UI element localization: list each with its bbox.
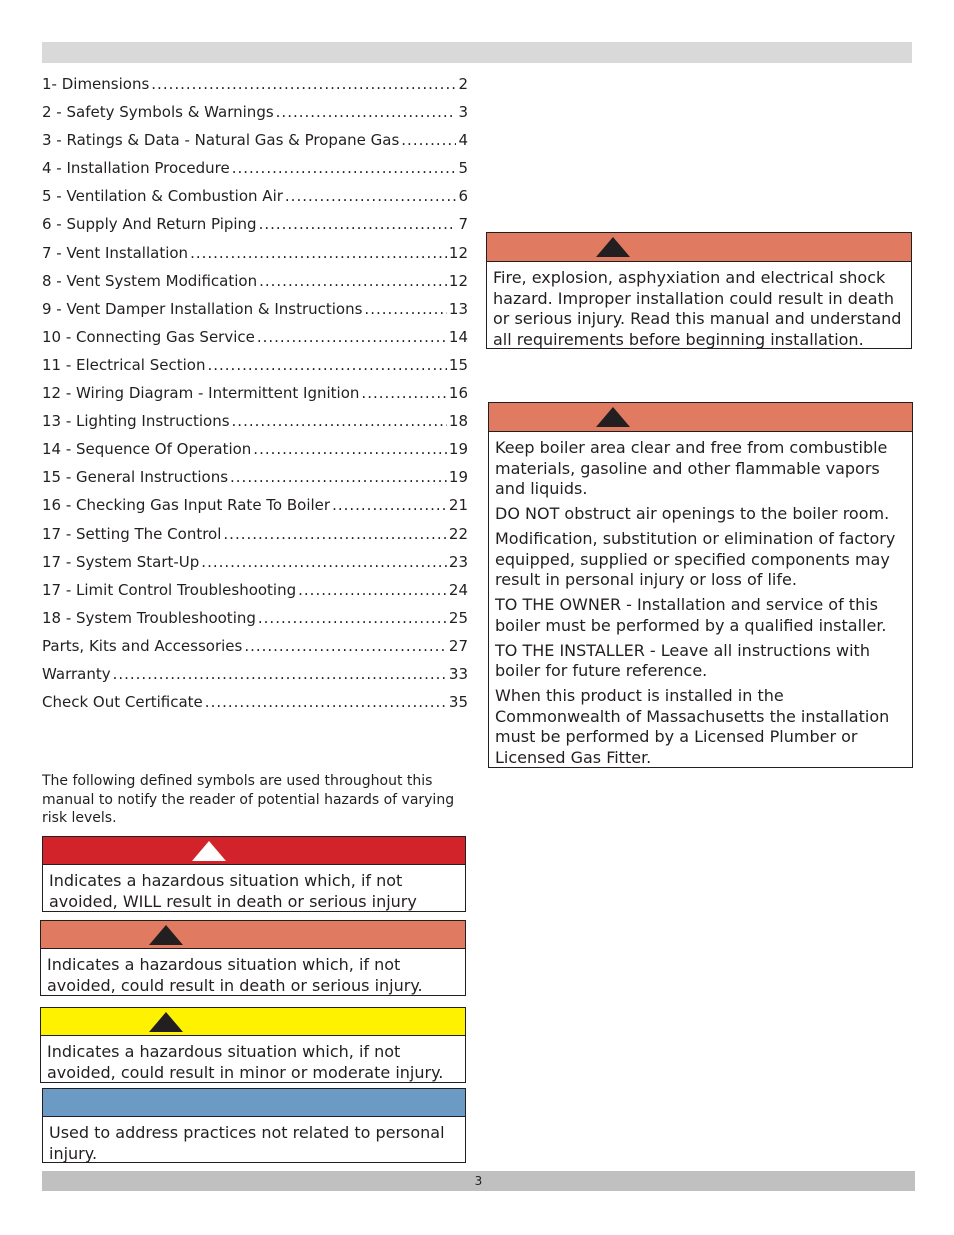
toc-entry-label: 18 - System Troubleshooting — [42, 608, 256, 627]
toc-entry[interactable] — [42, 159, 468, 187]
toc-entry[interactable] — [42, 272, 468, 300]
toc-entry[interactable] — [42, 412, 468, 440]
toc-entry[interactable] — [42, 525, 468, 553]
toc-entry-label: 7 - Vent Installation — [42, 243, 189, 262]
toc-entry-label: 8 - Vent System Modification — [42, 271, 258, 290]
toc-entry-label: 9 - Vent Damper Installation & Instructions — [42, 299, 363, 318]
toc-entry[interactable] — [42, 581, 468, 609]
toc-leader-dots — [253, 440, 447, 458]
toc-entry-page: 23 — [448, 552, 468, 571]
toc-entry-label: 17 - Limit Control Troubleshooting — [42, 580, 297, 599]
toc-leader-dots — [190, 244, 447, 262]
toc-leader-dots — [332, 496, 447, 514]
toc-entry[interactable] — [42, 300, 468, 328]
toc-leader-dots — [223, 525, 447, 543]
toc-leader-dots — [205, 693, 447, 711]
installation-warning-text: Fire, explosion, asphyxiation and electrical shock hazard. Improper installation could result in death or serious injury. Read this manual and understand all requirements before beginning installation. — [493, 268, 902, 349]
caution-header — [41, 1008, 465, 1036]
toc-entry[interactable] — [42, 693, 468, 721]
danger-header — [43, 837, 465, 865]
toc-entry-page: 19 — [448, 440, 468, 459]
notice-box — [42, 1088, 466, 1163]
toc-entry[interactable] — [42, 637, 468, 665]
toc-entry-label: 1- Dimensions — [42, 75, 150, 93]
toc-entry-label: 17 - System Start-Up — [42, 552, 200, 571]
toc-entry-page: 5 — [458, 159, 468, 178]
warning-triangle-icon — [149, 925, 183, 945]
warning-triangle-icon — [149, 1012, 183, 1032]
toc-entry-page: 25 — [448, 608, 468, 627]
toc-entry-label: 3 - Ratings & Data - Natural Gas & Propane Gas — [42, 131, 400, 150]
toc-leader-dots — [285, 187, 457, 205]
toc-entry-page: 14 — [448, 327, 468, 346]
toc-leader-dots — [151, 75, 456, 93]
warning-paragraph: TO THE OWNER - Installation and service of this boiler must be performed by a qualified installer. — [495, 595, 887, 635]
caution-text: Indicates a hazardous situation which, if not avoided, could result in minor or moderate injury. — [47, 1042, 444, 1082]
toc-entry-page: 6 — [458, 187, 468, 206]
toc-entry-page: 2 — [458, 75, 468, 93]
toc-entry[interactable] — [42, 384, 468, 412]
page-number: 3 — [474, 1174, 483, 1188]
toc-entry-page: 24 — [448, 580, 468, 599]
toc-leader-dots — [361, 384, 446, 402]
toc-entry[interactable] — [42, 356, 468, 384]
toc-entry-page: 18 — [448, 412, 468, 431]
toc-entry-page: 22 — [448, 524, 468, 543]
toc-leader-dots — [258, 609, 447, 627]
toc-entry-label: 6 - Supply And Return Piping — [42, 215, 257, 234]
toc-entry-label: 16 - Checking Gas Input Rate To Boiler — [42, 496, 331, 515]
warning-paragraph: When this product is installed in the Commonwealth of Massachusetts the installation must be performed by a Licensed Plumber or Licensed Gas Fitter. — [495, 686, 890, 767]
notice-text: Used to address practices not related to personal injury. — [49, 1123, 445, 1163]
warning-triangle-icon — [596, 237, 630, 257]
toc-entry[interactable] — [42, 215, 468, 243]
toc-entry[interactable] — [42, 328, 468, 356]
toc-entry-page: 27 — [448, 636, 468, 655]
warning-definition-header — [41, 921, 465, 949]
warning-paragraph: Modification, substitution or elimination of factory equipped, supplied or specified components may result in personal injury or loss of life. — [495, 529, 896, 589]
toc-entry-page: 3 — [458, 103, 468, 122]
toc-entry[interactable] — [42, 75, 468, 103]
toc-entry-page: 15 — [448, 355, 468, 374]
toc-leader-dots — [244, 637, 447, 655]
warning-paragraph: DO NOT obstruct air openings to the boiler room. — [495, 504, 890, 523]
warning-triangle-icon — [596, 407, 630, 427]
warning-paragraph: TO THE INSTALLER - Leave all instructions with boiler for future reference. — [495, 640, 870, 680]
warning-definition-box — [40, 920, 466, 996]
toc-leader-dots — [257, 328, 447, 346]
toc-entry-label: 17 - Setting The Control — [42, 524, 222, 543]
boiler-area-warning-box — [488, 402, 913, 768]
toc-entry-page: 12 — [448, 243, 468, 262]
toc-entry-label: Warranty — [42, 664, 111, 683]
toc-entry-page: 21 — [448, 496, 468, 515]
toc-leader-dots — [364, 300, 446, 318]
danger-box — [42, 836, 466, 912]
toc-entry-page: 33 — [448, 664, 468, 683]
toc-entry[interactable] — [42, 440, 468, 468]
notice-header — [43, 1089, 465, 1117]
boiler-area-warning-header — [489, 403, 912, 432]
footer-bar — [42, 1171, 915, 1191]
toc-leader-dots — [259, 215, 457, 233]
toc-leader-dots — [230, 468, 447, 486]
toc-entry-label: 13 - Lighting Instructions — [42, 412, 230, 431]
toc-leader-dots — [207, 356, 446, 374]
toc-leader-dots — [259, 272, 447, 290]
toc-entry[interactable] — [42, 553, 468, 581]
header-bar — [42, 42, 912, 63]
toc-leader-dots — [113, 665, 447, 683]
toc-leader-dots — [201, 553, 447, 571]
toc-entry-label: 11 - Electrical Section — [42, 355, 206, 374]
toc-entry[interactable] — [42, 496, 468, 524]
toc-entry-label: Parts, Kits and Accessories — [42, 636, 243, 655]
toc-entry[interactable] — [42, 244, 468, 272]
caution-box — [40, 1007, 466, 1083]
toc-entry[interactable] — [42, 187, 468, 215]
toc-entry-label: Check Out Certificate — [42, 693, 203, 712]
toc-entry-label: 10 - Connecting Gas Service — [42, 327, 255, 346]
toc-entry[interactable] — [42, 103, 468, 131]
warning-triangle-icon — [192, 841, 226, 861]
toc-entry-page: 16 — [448, 384, 468, 403]
warning-definition-text: Indicates a hazardous situation which, if not avoided, could result in death or serious injury. — [47, 955, 423, 995]
toc-leader-dots — [232, 159, 457, 177]
toc-entry-label: 14 - Sequence Of Operation — [42, 440, 252, 459]
installation-warning-header — [487, 233, 911, 262]
toc-entry[interactable] — [42, 131, 468, 159]
toc-entry-page: 35 — [448, 693, 468, 712]
toc-entry-label: 2 - Safety Symbols & Warnings — [42, 103, 274, 122]
toc-leader-dots — [401, 131, 456, 149]
toc-entry[interactable] — [42, 468, 468, 496]
toc-entry-label: 5 - Ventilation & Combustion Air — [42, 187, 283, 206]
installation-warning-box — [486, 232, 912, 349]
toc-entry-page: 12 — [448, 271, 468, 290]
toc-entry[interactable] — [42, 609, 468, 637]
toc-entry-label: 15 - General Instructions — [42, 468, 229, 487]
toc-leader-dots — [276, 103, 457, 121]
toc-entry-page: 13 — [448, 299, 468, 318]
toc-entry-label: 4 - Installation Procedure — [42, 159, 230, 178]
toc-entry-page: 19 — [448, 468, 468, 487]
warning-paragraph: Keep boiler area clear and free from combustible materials, gasoline and other flammable vapors and liquids. — [495, 438, 888, 498]
toc-entry-page: 7 — [458, 215, 468, 234]
toc-leader-dots — [232, 412, 447, 430]
toc-entry-label: 12 - Wiring Diagram - Intermittent Ignition — [42, 384, 360, 403]
boiler-area-warning-body — [489, 432, 912, 777]
symbols-intro: The following defined symbols are used throughout this manual to notify the reader of potential hazards of varying risk levels. — [42, 773, 455, 826]
toc-entry[interactable] — [42, 665, 468, 693]
table-of-contents — [42, 75, 468, 721]
danger-text: Indicates a hazardous situation which, if not avoided, WILL result in death or serious injury — [49, 871, 417, 911]
toc-leader-dots — [298, 581, 447, 599]
toc-entry-page: 4 — [458, 131, 468, 150]
